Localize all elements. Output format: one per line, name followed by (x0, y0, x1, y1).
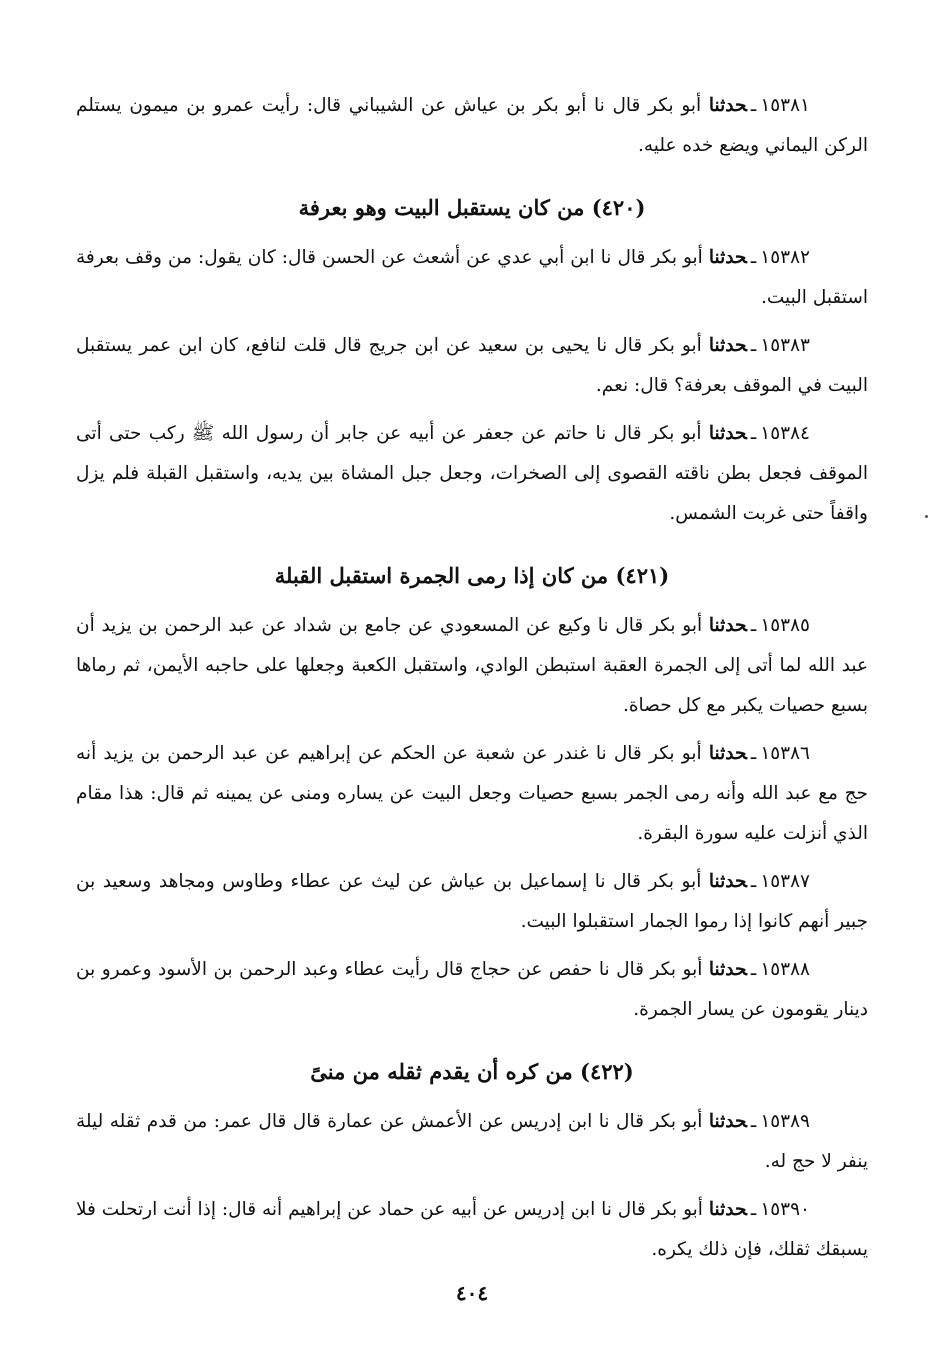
hadith-number: ١٥٣٨٢ (760, 247, 810, 268)
dash: ـ (750, 615, 757, 636)
dash: ـ (750, 335, 757, 356)
hadith-number: ١٥٣٨٣ (760, 335, 810, 356)
hadith-text: أبو بكر قال نا حفص عن حجاج قال رأيت عطاء وعبد الرحمن بن الأسود وعمرو بن دينار يقومون عن يسار الجمرة. (76, 959, 868, 1020)
page-number: ٤٠٤ (455, 1281, 489, 1305)
dash: ـ (750, 871, 757, 892)
dash: ـ (750, 743, 757, 764)
hadith-text: أبو بكر قال نا غندر عن شعبة عن الحكم عن إبراهيم عن عبد الرحمن بن يزيد أنه حج مع عبد الله وأنه رمى الجمر بسبع حصيات وجعل البيت عن يساره ومنى عن يمينه ثم قال: هذا مقام الذي أنزلت عليه سورة البقرة. (76, 743, 868, 844)
hadith-number: ١٥٣٨٩ (760, 1111, 810, 1132)
hadith-15384 (76, 414, 868, 534)
page-content (76, 86, 868, 1270)
hadith-text: أبو بكر قال نا يحيى بن سعيد عن ابن جريج قال قلت لنافع، كان ابن عمر يستقبل البيت في الموقف بعرفة؟ قال: نعم. (76, 335, 868, 396)
dash: ـ (750, 423, 757, 444)
chapter-heading-420: (٤٢٠) من كان يستقبل البيت وهو بعرفة (298, 195, 646, 220)
chapter-heading-422: (٤٢٢) من كره أن يقدم ثقله من منىً (310, 1059, 634, 1084)
hadith-keyword: حدثنا (708, 335, 747, 356)
dash: ـ (750, 247, 757, 268)
hadith-keyword: حدثنا (708, 1111, 747, 1132)
hadith-keyword: حدثنا (708, 95, 747, 116)
hadith-15389 (76, 1102, 868, 1182)
hadith-keyword: حدثنا (708, 615, 747, 636)
hadith-number: ١٥٣٨٤ (760, 423, 810, 444)
hadith-keyword: حدثنا (708, 247, 747, 268)
hadith-15381 (76, 86, 868, 166)
chapter-heading-421: (٤٢١) من كان إذا رمى الجمرة استقبل القبلة (274, 563, 670, 588)
hadith-text: أبو بكر قال نا ابن إدريس عن الأعمش عن عمارة قال قال عمر: من قدم ثقله ليلة ينفر لا حج له. (76, 1111, 868, 1172)
dash: ـ (750, 1111, 757, 1132)
hadith-15385 (76, 606, 868, 726)
scan-speck (925, 515, 928, 518)
hadith-keyword: حدثنا (708, 959, 747, 980)
hadith-number: ١٥٣٩٠ (760, 1199, 810, 1220)
hadith-number: ١٥٣٨٥ (760, 615, 810, 636)
hadith-text: أبو بكر قال نا ابن إدريس عن أبيه عن حماد عن إبراهيم أنه قال: إذا أنت ارتحلت فلا يسبقك ثقلك، فإن ذلك يكره. (76, 1199, 868, 1260)
dash: ـ (750, 1199, 757, 1220)
hadith-text: أبو بكر قال نا حاتم عن جعفر عن أبيه عن جابر أن رسول الله ﷺ ركب حتى أتى الموقف فجعل بطن ناقته القصوى إلى الصخرات، وجعل جبل المشاة بين يديه، واستقبل القبلة فلم يزل واقفاً حتى غربت الشمس. (76, 423, 868, 524)
hadith-text: أبو بكر قال نا ابن أبي عدي عن أشعث عن الحسن قال: كان يقول: من وقف بعرفة استقبل البيت. (76, 247, 868, 308)
dash: ـ (750, 959, 757, 980)
hadith-number: ١٥٣٨٦ (760, 743, 810, 764)
hadith-number: ١٥٣٨٧ (760, 871, 810, 892)
hadith-text: أبو بكر قال نا إسماعيل بن عياش عن ليث عن عطاء وطاوس ومجاهد وسعيد بن جبير أنهم كانوا إذا رموا الجمار استقبلوا البيت. (76, 871, 868, 932)
hadith-15388 (76, 950, 868, 1030)
hadith-number: ١٥٣٨١ (760, 95, 810, 116)
hadith-keyword: حدثنا (708, 423, 747, 444)
dash: ـ (750, 95, 757, 116)
hadith-15386 (76, 734, 868, 854)
hadith-keyword: حدثنا (708, 871, 747, 892)
hadith-text: أبو بكر قال نا وكيع عن المسعودي عن جامع بن شداد عن عبد الرحمن بن يزيد أن عبد الله لما أتى إلى الجمرة العقبة استبطن الوادي، واستقبل الكعبة وجعلها على حاجبه الأيمن، ثم رماها بسبع حصيات يكبر مع كل حصاة. (76, 615, 868, 716)
hadith-number: ١٥٣٨٨ (760, 959, 810, 980)
hadith-keyword: حدثنا (708, 743, 747, 764)
hadith-keyword: حدثنا (708, 1199, 747, 1220)
hadith-15390 (76, 1190, 868, 1270)
hadith-15382 (76, 238, 868, 318)
hadith-15383 (76, 326, 868, 406)
hadith-15387 (76, 862, 868, 942)
hadith-text: أبو بكر قال نا أبو بكر بن عياش عن الشيباني قال: رأيت عمرو بن ميمون يستلم الركن اليماني ويضع خده عليه. (76, 95, 868, 156)
